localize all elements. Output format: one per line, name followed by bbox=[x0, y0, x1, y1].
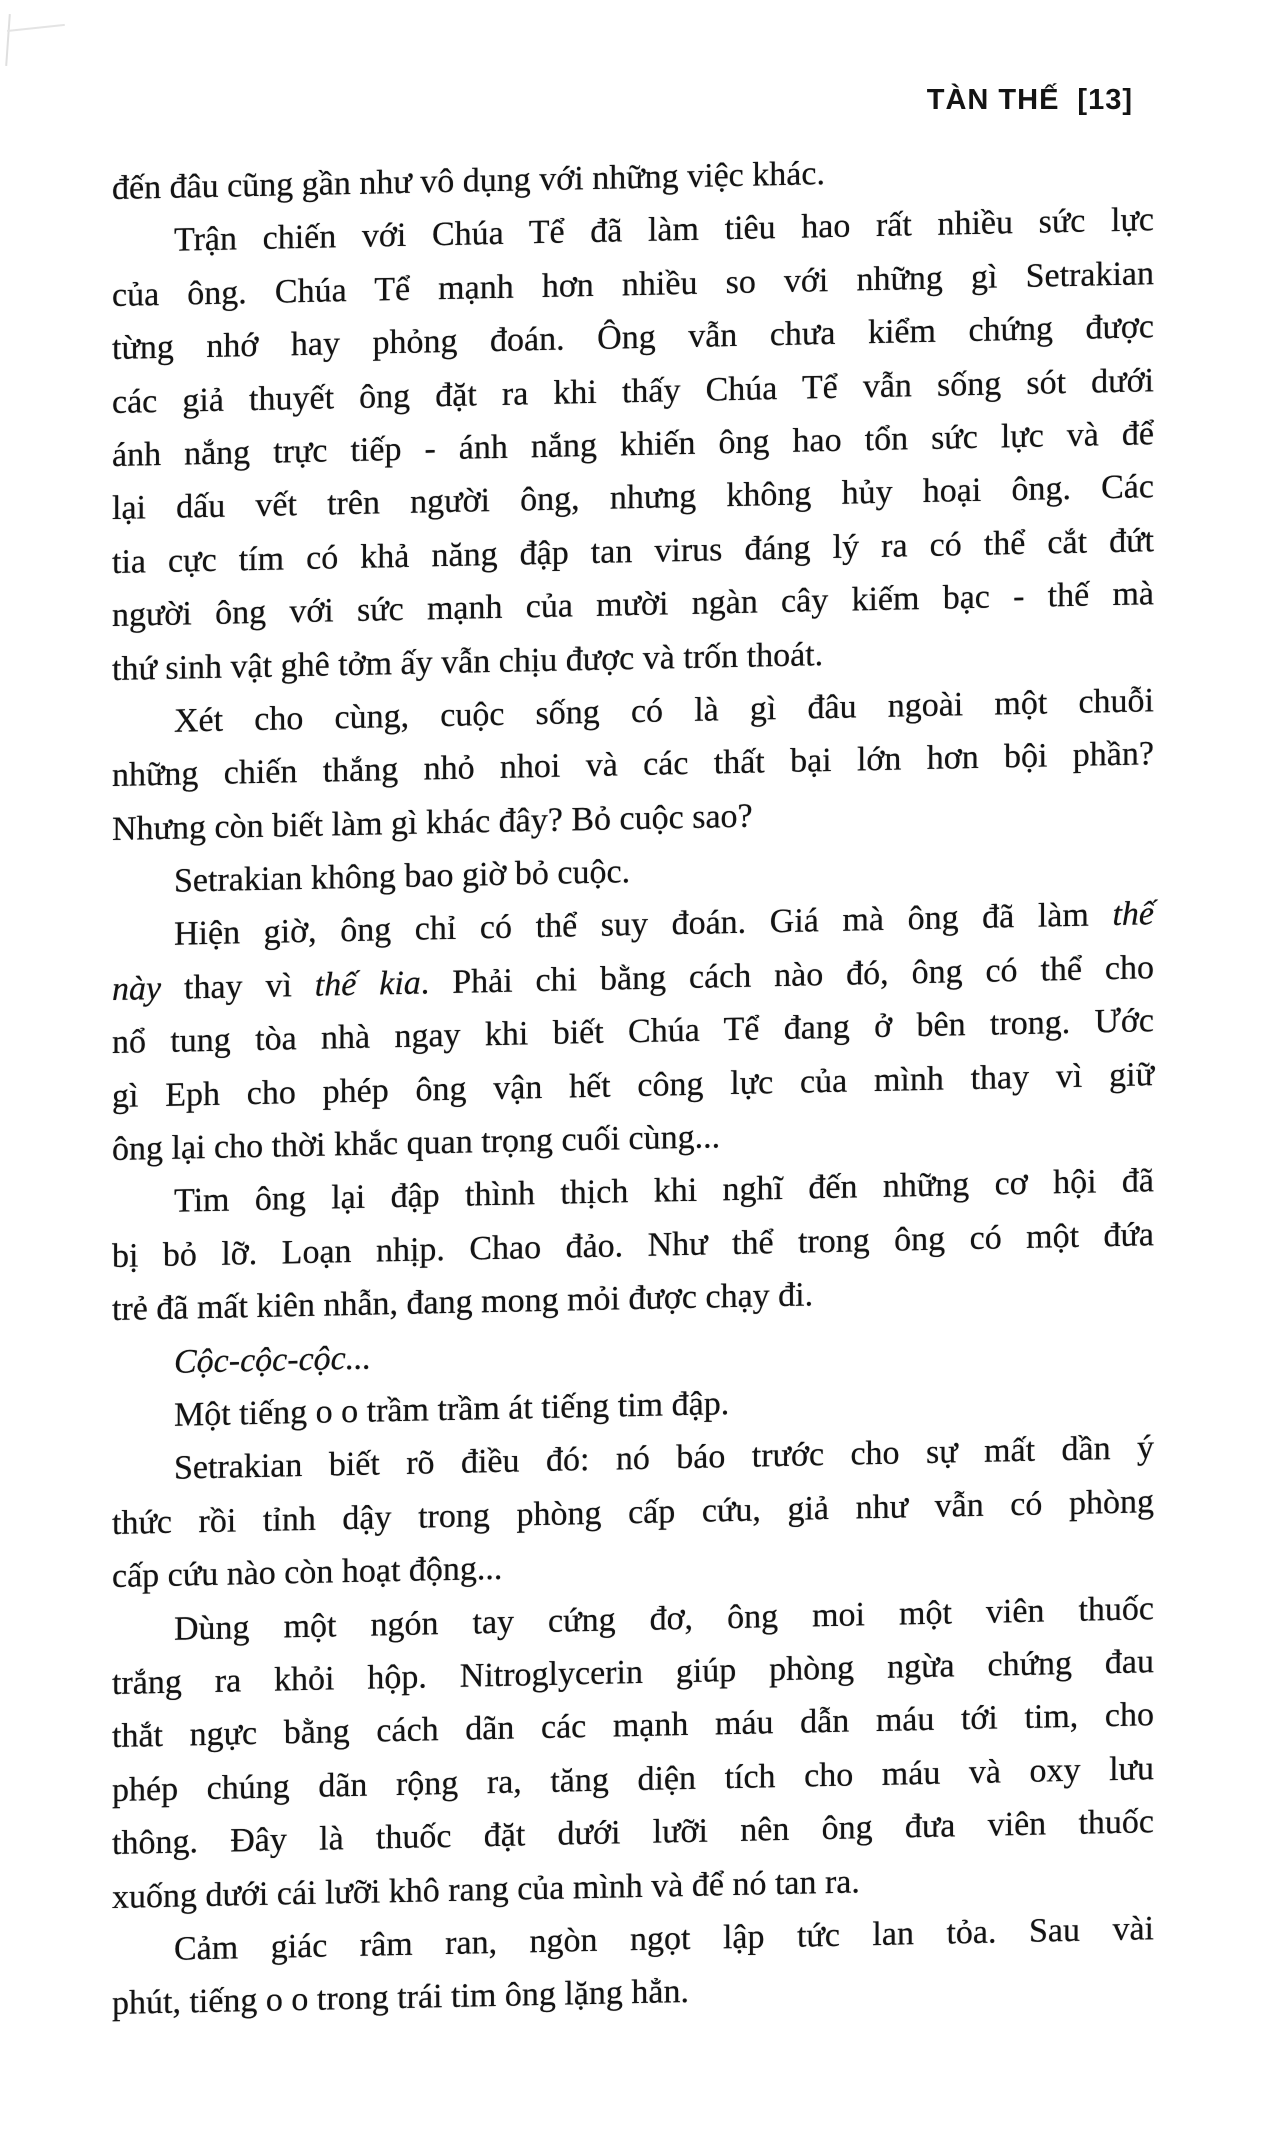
text-run: nổ tung tòa nhà ngay khi biết Chúa Tể đang ở bên trong. Ước bbox=[112, 1002, 1154, 1062]
paragraph bbox=[112, 194, 1154, 696]
italic-run: thế kia bbox=[314, 964, 421, 1004]
paragraph bbox=[112, 1155, 1154, 1337]
text-run: Một tiếng o o trầm trầm át tiếng tim đập. bbox=[174, 1385, 730, 1434]
text-run: đến đâu cũng gần như vô dụng với những việc khác. bbox=[112, 155, 825, 207]
text-run: của ông. Chúa Tể mạnh hơn nhiều so với những gì Setrakian bbox=[112, 254, 1154, 314]
text-run: Setrakian biết rõ điều đó: nó báo trước cho sự mất dần ý bbox=[174, 1429, 1154, 1488]
paragraph bbox=[112, 1422, 1154, 1604]
text-block bbox=[112, 140, 1154, 2030]
text-run: . Phải chi bằng cách nào đó, ông có thể cho bbox=[420, 949, 1154, 1002]
text-run: lại dấu vết trên người ông, nhưng không hủy hoại ông. Các bbox=[112, 468, 1154, 528]
text-run: trẻ đã mất kiên nhẫn, đang mong mỏi được chạy đi. bbox=[112, 1276, 814, 1329]
text-run: Xét cho cùng, cuộc sống có là gì đâu ngoài một chuỗi bbox=[174, 682, 1154, 740]
page-number: [13] bbox=[1077, 84, 1133, 116]
text-run: xuống dưới cái lưỡi khô rang của mình và để nó tan ra. bbox=[112, 1862, 860, 1916]
running-title: TÀN THẾ bbox=[926, 84, 1060, 116]
paragraph bbox=[112, 1582, 1154, 1924]
text-run: trắng ra khỏi hộp. Nitroglycerin giúp phòng ngừa chứng đau bbox=[112, 1643, 1154, 1702]
text-run: phép chúng dãn rộng ra, tăng diện tích cho máu và oxy lưu bbox=[112, 1749, 1154, 1809]
text-run: Nhưng còn biết làm gì khác đây? Bỏ cuộc sao? bbox=[112, 797, 753, 848]
text-run: Hiện giờ, ông chỉ có thể suy đoán. Giá mà ông đã làm bbox=[174, 896, 1113, 954]
text-run: cấp cứu nào còn hoạt động... bbox=[112, 1549, 503, 1596]
text-run: ông lại cho thời khắc quan trọng cuối cùng... bbox=[112, 1118, 721, 1169]
paragraph bbox=[112, 1902, 1154, 2031]
paragraph bbox=[112, 888, 1154, 1177]
text-run: Trận chiến với Chúa Tể đã làm tiêu hao rất nhiều sức lực bbox=[174, 201, 1154, 260]
italic-run: thế bbox=[1112, 895, 1154, 934]
text-run: từng nhớ hay phỏng đoán. Ông vẫn chưa kiểm chứng được bbox=[112, 308, 1154, 368]
text-run: những chiến thắng nhỏ nhoi và các thất bại lớn hơn bội phần? bbox=[112, 735, 1154, 795]
text-run: Cảm giác râm ran, ngòn ngọt lập tức lan tỏa. Sau vài bbox=[174, 1910, 1154, 1968]
scan-artifact bbox=[0, 14, 70, 74]
text-run: thức rồi tỉnh dậy trong phòng cấp cứu, giả như vẫn có phòng bbox=[112, 1482, 1154, 1542]
page-header bbox=[0, 84, 1133, 117]
italic-run: Cộc-cộc-cộc... bbox=[174, 1339, 372, 1381]
text-run: thay vì bbox=[161, 966, 315, 1007]
text-run: Setrakian không bao giờ bỏ cuộc. bbox=[174, 853, 631, 900]
text-run: các giả thuyết ông đặt ra khi thấy Chúa Tể vẫn sống sót dưới bbox=[112, 361, 1154, 421]
text-run: thông. Đây là thuốc đặt dưới lưỡi nên ông đưa viên thuốc bbox=[112, 1803, 1154, 1863]
text-run: tia cực tím có khả năng đập tan virus đáng lý ra có thể cắt đứt bbox=[112, 521, 1154, 581]
text-run: thứ sinh vật ghê tởm ấy vẫn chịu được và trốn thoát. bbox=[112, 635, 824, 688]
text-run: Tim ông lại đập thình thịch khi nghĩ đến những cơ hội đã bbox=[174, 1162, 1154, 1221]
italic-run: này bbox=[112, 969, 162, 1008]
text-run: bị bỏ lỡ. Loạn nhịp. Chao đảo. Như thể trong ông có một đứa bbox=[112, 1215, 1154, 1275]
text-run: phút, tiếng o o trong trái tim ông lặng hẳn. bbox=[112, 1973, 689, 2023]
text-run: thắt ngực bằng cách dãn các mạnh máu dẫn máu tới tim, cho bbox=[112, 1696, 1154, 1756]
text-run: Dùng một ngón tay cứng đơ, ông moi một viên thuốc bbox=[174, 1589, 1154, 1648]
text-run: gì Eph cho phép ông vận hết công lực của mình thay vì giữ bbox=[112, 1055, 1154, 1115]
paragraph bbox=[112, 674, 1154, 856]
text-run: người ông với sức mạnh của mười ngàn cây kiếm bạc - thế mà bbox=[112, 575, 1154, 635]
text-run: ánh nắng trực tiếp - ánh nắng khiến ông hao tổn sức lực và để bbox=[112, 415, 1154, 474]
